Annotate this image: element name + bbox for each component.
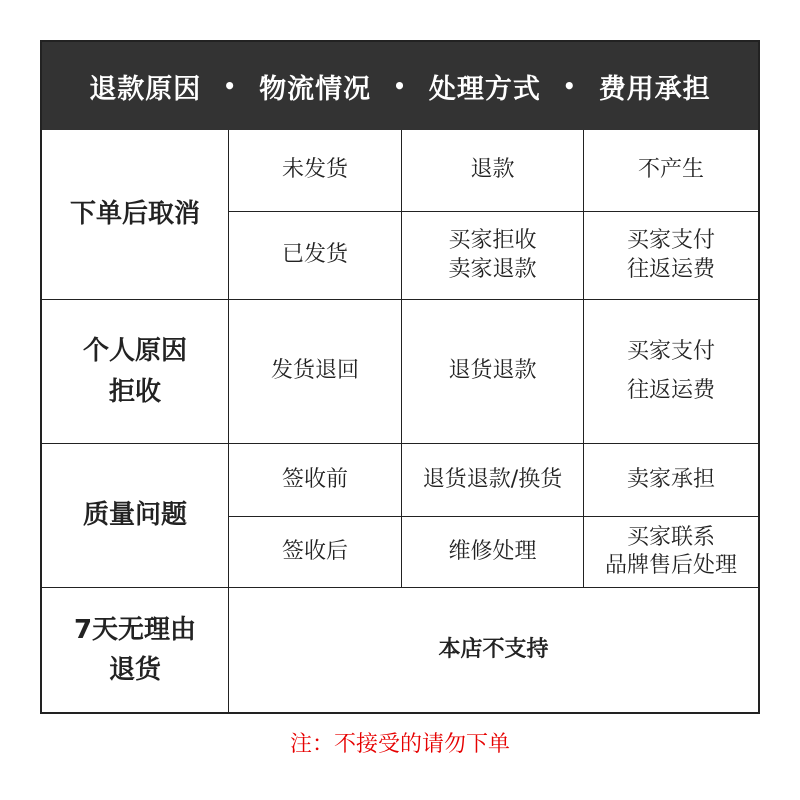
logistics-before-signing: 签收前 (229, 444, 402, 517)
header-separator: • (562, 74, 577, 98)
header-logistics: 物流情况 (259, 73, 372, 105)
cost-buyer-pays-roundtrip: 买家支付 往返运费 (584, 300, 758, 444)
handling-buyer-reject-seller-refund: 买家拒收 卖家退款 (402, 212, 584, 300)
header-separator: • (393, 74, 407, 98)
refund-policy-table (40, 40, 760, 714)
cost-buyer-contact-brand-service: 买家联系 品牌售后处理 (584, 517, 758, 588)
header-refund-reason: 退款原因 (89, 73, 202, 105)
table-header (42, 42, 758, 130)
cost-seller-bears: 卖家承担 (584, 444, 758, 517)
handling-return-refund-exchange: 退货退款/换货 (402, 444, 584, 517)
logistics-not-shipped: 未发货 (229, 130, 402, 212)
footer-note: 注：不接受的请勿下单 (289, 732, 510, 757)
policy-not-supported: 本店不支持 (438, 636, 549, 662)
reason-seven-day-no-reason-return: 7天无理由 退货 (42, 588, 229, 712)
header-cost: 费用承担 (598, 73, 711, 105)
header-handling: 处理方式 (428, 73, 541, 105)
reason-cancel-after-order: 下单后取消 (42, 130, 229, 300)
logistics-after-signing: 签收后 (229, 517, 402, 588)
handling-repair: 维修处理 (402, 517, 584, 588)
logistics-shipped: 已发货 (229, 212, 402, 300)
header-separator: • (223, 74, 238, 98)
handling-refund: 退款 (402, 130, 584, 212)
table-body (42, 130, 758, 712)
logistics-returned: 发货退回 (229, 300, 402, 444)
reason-personal-reject: 个人原因 拒收 (42, 300, 229, 444)
handling-return-refund: 退货退款 (402, 300, 584, 444)
reason-quality-issue: 质量问题 (42, 444, 229, 588)
cost-buyer-pays-roundtrip: 买家支付 往返运费 (584, 212, 758, 300)
cost-none: 不产生 (584, 130, 758, 212)
